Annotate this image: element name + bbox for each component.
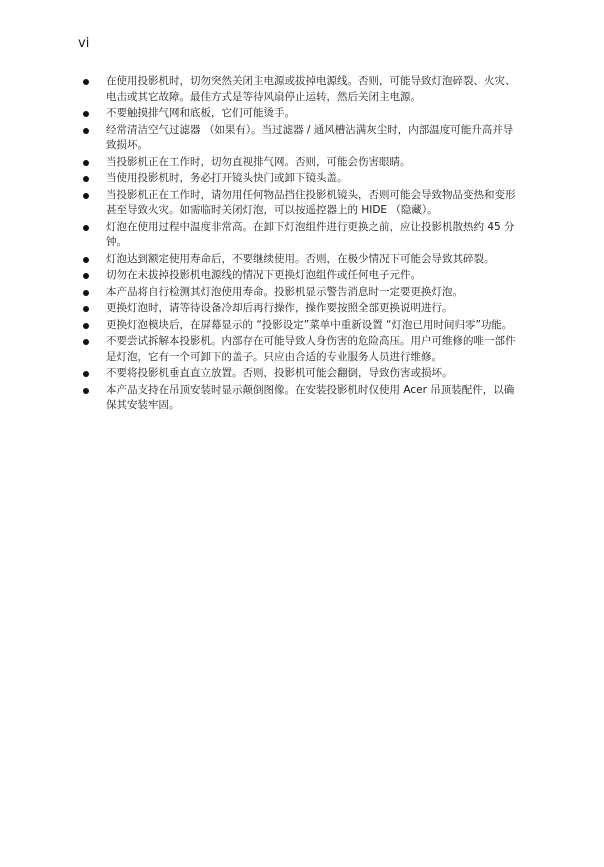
list-item — [80, 123, 520, 154]
bullet-icon — [83, 273, 89, 279]
list-item — [80, 106, 520, 122]
bullet-icon — [83, 79, 89, 85]
bullet-icon — [83, 290, 89, 296]
bullet-icon — [83, 176, 89, 182]
list-item — [80, 301, 520, 317]
warning-text: 经常清洁空气过滤器 （如果有）。当过滤器 / 通风槽沾满灰尘时，内部温度可能升高并导致损坏。 — [106, 123, 514, 151]
list-item — [80, 318, 520, 334]
warning-text: 不要尝试拆解本投影机。内部存在可能导致人身伤害的危险高压。用户可维修的唯一部件是灯泡，它有一个可卸下的盖子。只应由合适的专业服务人员进行维修。 — [106, 335, 516, 363]
warning-text: 不要触摸排气网和底板，它们可能烫手。 — [106, 107, 295, 119]
list-item — [80, 268, 520, 284]
bullet-icon — [83, 193, 89, 199]
bullet-icon — [83, 128, 89, 134]
bullet-icon — [83, 225, 89, 231]
warning-text: 在使用投影机时，切勿突然关闭主电源或拔掉电源线。否则，可能导致灯泡碎裂、火灾、电击或其它故障。最佳方式是等待风扇停止运转，然后关闭主电源。 — [106, 75, 516, 103]
bullet-icon — [83, 257, 89, 263]
warning-text: 本产品将自行检测其灯泡使用寿命。投影机显示警告消息时一定要更换灯泡。 — [106, 285, 463, 298]
bullet-icon — [83, 371, 89, 377]
warning-text: 更换灯泡模块后，在屏幕显示的 “投影设定”菜单中重新设置 “灯泡已用时间归零”功能。 — [106, 318, 513, 331]
bullet-icon — [83, 111, 89, 117]
list-item — [80, 334, 520, 365]
bullet-icon — [83, 388, 89, 394]
warning-text: 切勿在未拔掉投影机电源线的情况下更换灯泡组件或任何电子元件。 — [106, 269, 421, 281]
warning-text: 当使用投影机时，务必打开镜头快门或卸下镜头盖。 — [106, 172, 348, 184]
warning-text: 更换灯泡时，请等待设备冷却后再行操作，操作要按照全部更换说明进行。 — [106, 302, 453, 314]
list-item — [80, 366, 520, 382]
warning-text: 灯泡在使用过程中温度非常高。在卸下灯泡组件进行更换之前，应让投影机散热约 45 分钟。 — [106, 220, 515, 248]
bullet-icon — [83, 160, 89, 166]
list-item — [80, 155, 520, 171]
list-item — [80, 220, 520, 251]
warning-text: 当投影机正在工作时，请勿用任何物品挡住投影机镜头，否则可能会导致物品变热和变形甚至导致火灾。如需临时关闭灯泡，可以按遥控器上的 HIDE （隐藏）。 — [106, 188, 516, 216]
warning-text: 本产品支持在吊顶安装时显示颠倒图像。在安装投影机时仅使用 Acer 吊顶装配件，以确保其安装牢固。 — [106, 383, 515, 411]
bullet-icon — [83, 306, 89, 312]
warning-text: 灯泡达到额定使用寿命后，不要继续使用。否则，在极少情况下可能会导致其碎裂。 — [106, 252, 495, 265]
warning-text: 不要将投影机垂直直立放置。否则，投影机可能会翻倒，导致伤害或损坏。 — [106, 367, 453, 379]
list-item — [80, 171, 520, 187]
list-item — [80, 383, 520, 414]
list-item — [80, 252, 520, 268]
bullet-icon — [83, 339, 89, 345]
warning-text: 当投影机正在工作时，切勿直视排气网。否则，可能会伤害眼睛。 — [106, 155, 411, 168]
list-item — [80, 285, 520, 301]
page-number: vi — [78, 36, 90, 51]
list-item — [80, 188, 520, 219]
list-item — [80, 74, 520, 105]
warning-list — [80, 74, 520, 415]
bullet-icon — [83, 323, 89, 329]
